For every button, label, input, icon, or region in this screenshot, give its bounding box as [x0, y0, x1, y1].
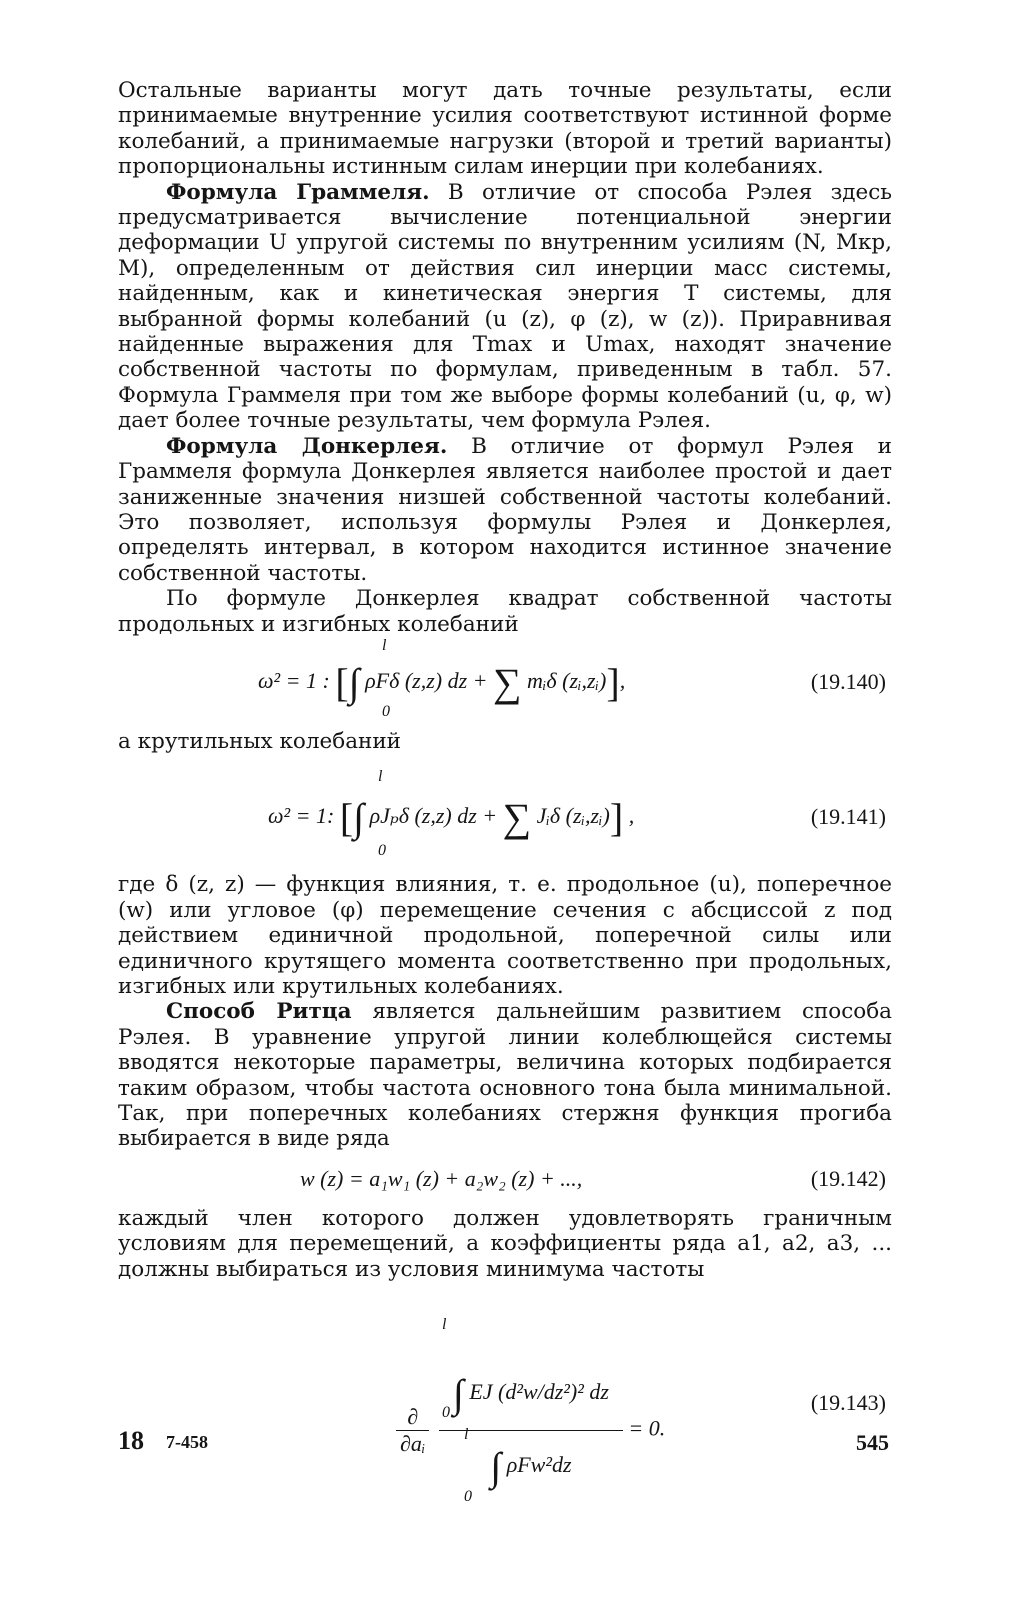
eq143-denominator: ρFw²dz [506, 1452, 572, 1478]
eq140-upper-limit: l [382, 636, 387, 654]
printing-code: 7-458 [166, 1432, 208, 1452]
eq140-number: (19.140) [810, 668, 886, 694]
eq143-numerator: EJ (d²w/dz²)² dz [469, 1379, 609, 1405]
eq140-sum-term: mᵢδ (zᵢ,zᵢ) [527, 667, 607, 693]
page-number: 545 [856, 1430, 889, 1455]
eq143-number: (19.143) [810, 1390, 886, 1416]
grammel-heading: Формула Граммеля. [166, 179, 430, 205]
paragraph-ritz [118, 999, 892, 1151]
eq143-lower-limit-num: 0 [442, 1404, 450, 1422]
eq141-number: (19.141) [810, 804, 886, 830]
ritz-text: является дальнейшим развитием способа Рэлея. В уравнение упругой линии колеблющейся системы вводятся некоторые параметры, величина которых подбирается таким образом, чтобы частота основного тона была минимальной. Так, при поперечных колебаниях стержня функция прогиба выбирается в виде ряда [118, 999, 893, 1152]
equation-19-142 [118, 1152, 892, 1206]
eq143-rhs: = 0. [628, 1415, 666, 1441]
ritz-heading: Способ Ритца [166, 999, 352, 1025]
paragraph-series-coefficients: каждый член которого должен удовлетворять граничным условиям для перемещений, а коэффициенты ряда a1, a2, a3, ... должны выбираться из условия минимума частоты [118, 1205, 892, 1282]
donkerley-text: В отличие от формул Рэлея и Граммеля формула Донкерлея является наиболее простой и дает заниженные значения низшей собственной частоты колебаний. Это позволяет, используя формулы Рэлея и Донкерлея, определять интервал, в котором находится истинное значение собственной частоты. [118, 433, 892, 586]
equation-19-143: $\frac{\partial}{\text{∂aᵢ}}$ $\frac{\text{∫ EJ (d²w/dz²)² dz}}{\text{∫ ρFw²dz}}$ = 0. l 0 l 0 (19.143) [118, 1282, 892, 1512]
paragraph-1: Остальные варианты могут дать точные результаты, если принимаемые внутренние усилия соответствуют истинной форме колебаний, а принимаемые нагрузки (второй и третий варианты) пропорциональны истинным силам инерции при колебаниях. [118, 78, 892, 180]
signature-number: 18 [118, 1426, 144, 1455]
paragraph-influence-function: где δ (z, z) — функция влияния, т. е. продольное (u), поперечное (w) или угловое (φ) перемещение сечения с абсциссой z под действием единичной продольной, поперечной силы или единичного крутящего момента соответственно при продольных, изгибных или крутильных колебаниях. [118, 872, 892, 999]
paragraph-torsional-intro: а крутильных колебаний [118, 728, 402, 754]
eq142-number: (19.142) [810, 1165, 886, 1191]
eq141-integrand: ρJₚδ (z,z) dz + [369, 803, 498, 829]
eq141-lhs: ω² = 1: [268, 803, 335, 829]
eq141-sum-term: Jᵢδ (zᵢ,zᵢ) [536, 803, 610, 829]
eq143-partial-a: ∂aᵢ [400, 1431, 426, 1457]
eq143-upper-limit-num: l [442, 1316, 447, 1334]
sum-symbol: ∑ [493, 659, 522, 705]
eq140-lower-limit: 0 [382, 702, 390, 720]
grammel-text: В отличие от способа Рэлея здесь предусматривается вычисление потенциальной энергии деформации U упругой системы по внутренним усилиям (N, Mкр, M), определенным от действия сил инерции масс системы, найденным, как и кинетическая энергия T системы, для выбранной формы колебаний (u (z), φ (z), w (z)). Приравнивая найденные выражения для Tmax и Umax, находят значение собственной частоты по формулам, приведенным в табл. 57. Формула Граммеля при том же выборе формы колебаний (u, φ, w) дает более точные результаты, чем формула Рэлея. [118, 179, 893, 434]
eq141-upper-limit: l [378, 768, 383, 786]
eq143-upper-limit-den: l [464, 1426, 469, 1444]
eq140-integrand: ρFδ (z,z) dz + [365, 667, 488, 693]
eq141-lower-limit: 0 [378, 842, 386, 860]
eq140-lhs: ω² = 1 : [258, 667, 330, 693]
page-body [118, 78, 892, 1512]
paragraph-donkerley-formula-intro: По формуле Донкерлея квадрат собственной частоты продольных и изгибных колебаний [118, 586, 892, 637]
equation-19-140: ω² = 1 : [∫ ρFδ (z,z) dz + ∑ mᵢδ (zᵢ,zᵢ)], l 0 (19.140) [258, 636, 886, 720]
eq143-lower-limit-den: 0 [464, 1488, 472, 1506]
sum-symbol: ∑ [502, 795, 532, 841]
eq142-expression: w (z) = a₁w₁ (z) + a₂w₂ (z) + ..., [300, 1165, 583, 1191]
equation-19-141: ω² = 1: [∫ ρJₚδ (z,z) dz + ∑ Jᵢδ (zᵢ,zᵢ)] , l 0 (19.141) [268, 768, 886, 860]
paragraph-grammel [118, 180, 892, 434]
eq143-partial: ∂ [396, 1404, 429, 1431]
donkerley-heading: Формула Донкерлея. [166, 433, 448, 459]
paragraph-donkerley [118, 434, 892, 586]
